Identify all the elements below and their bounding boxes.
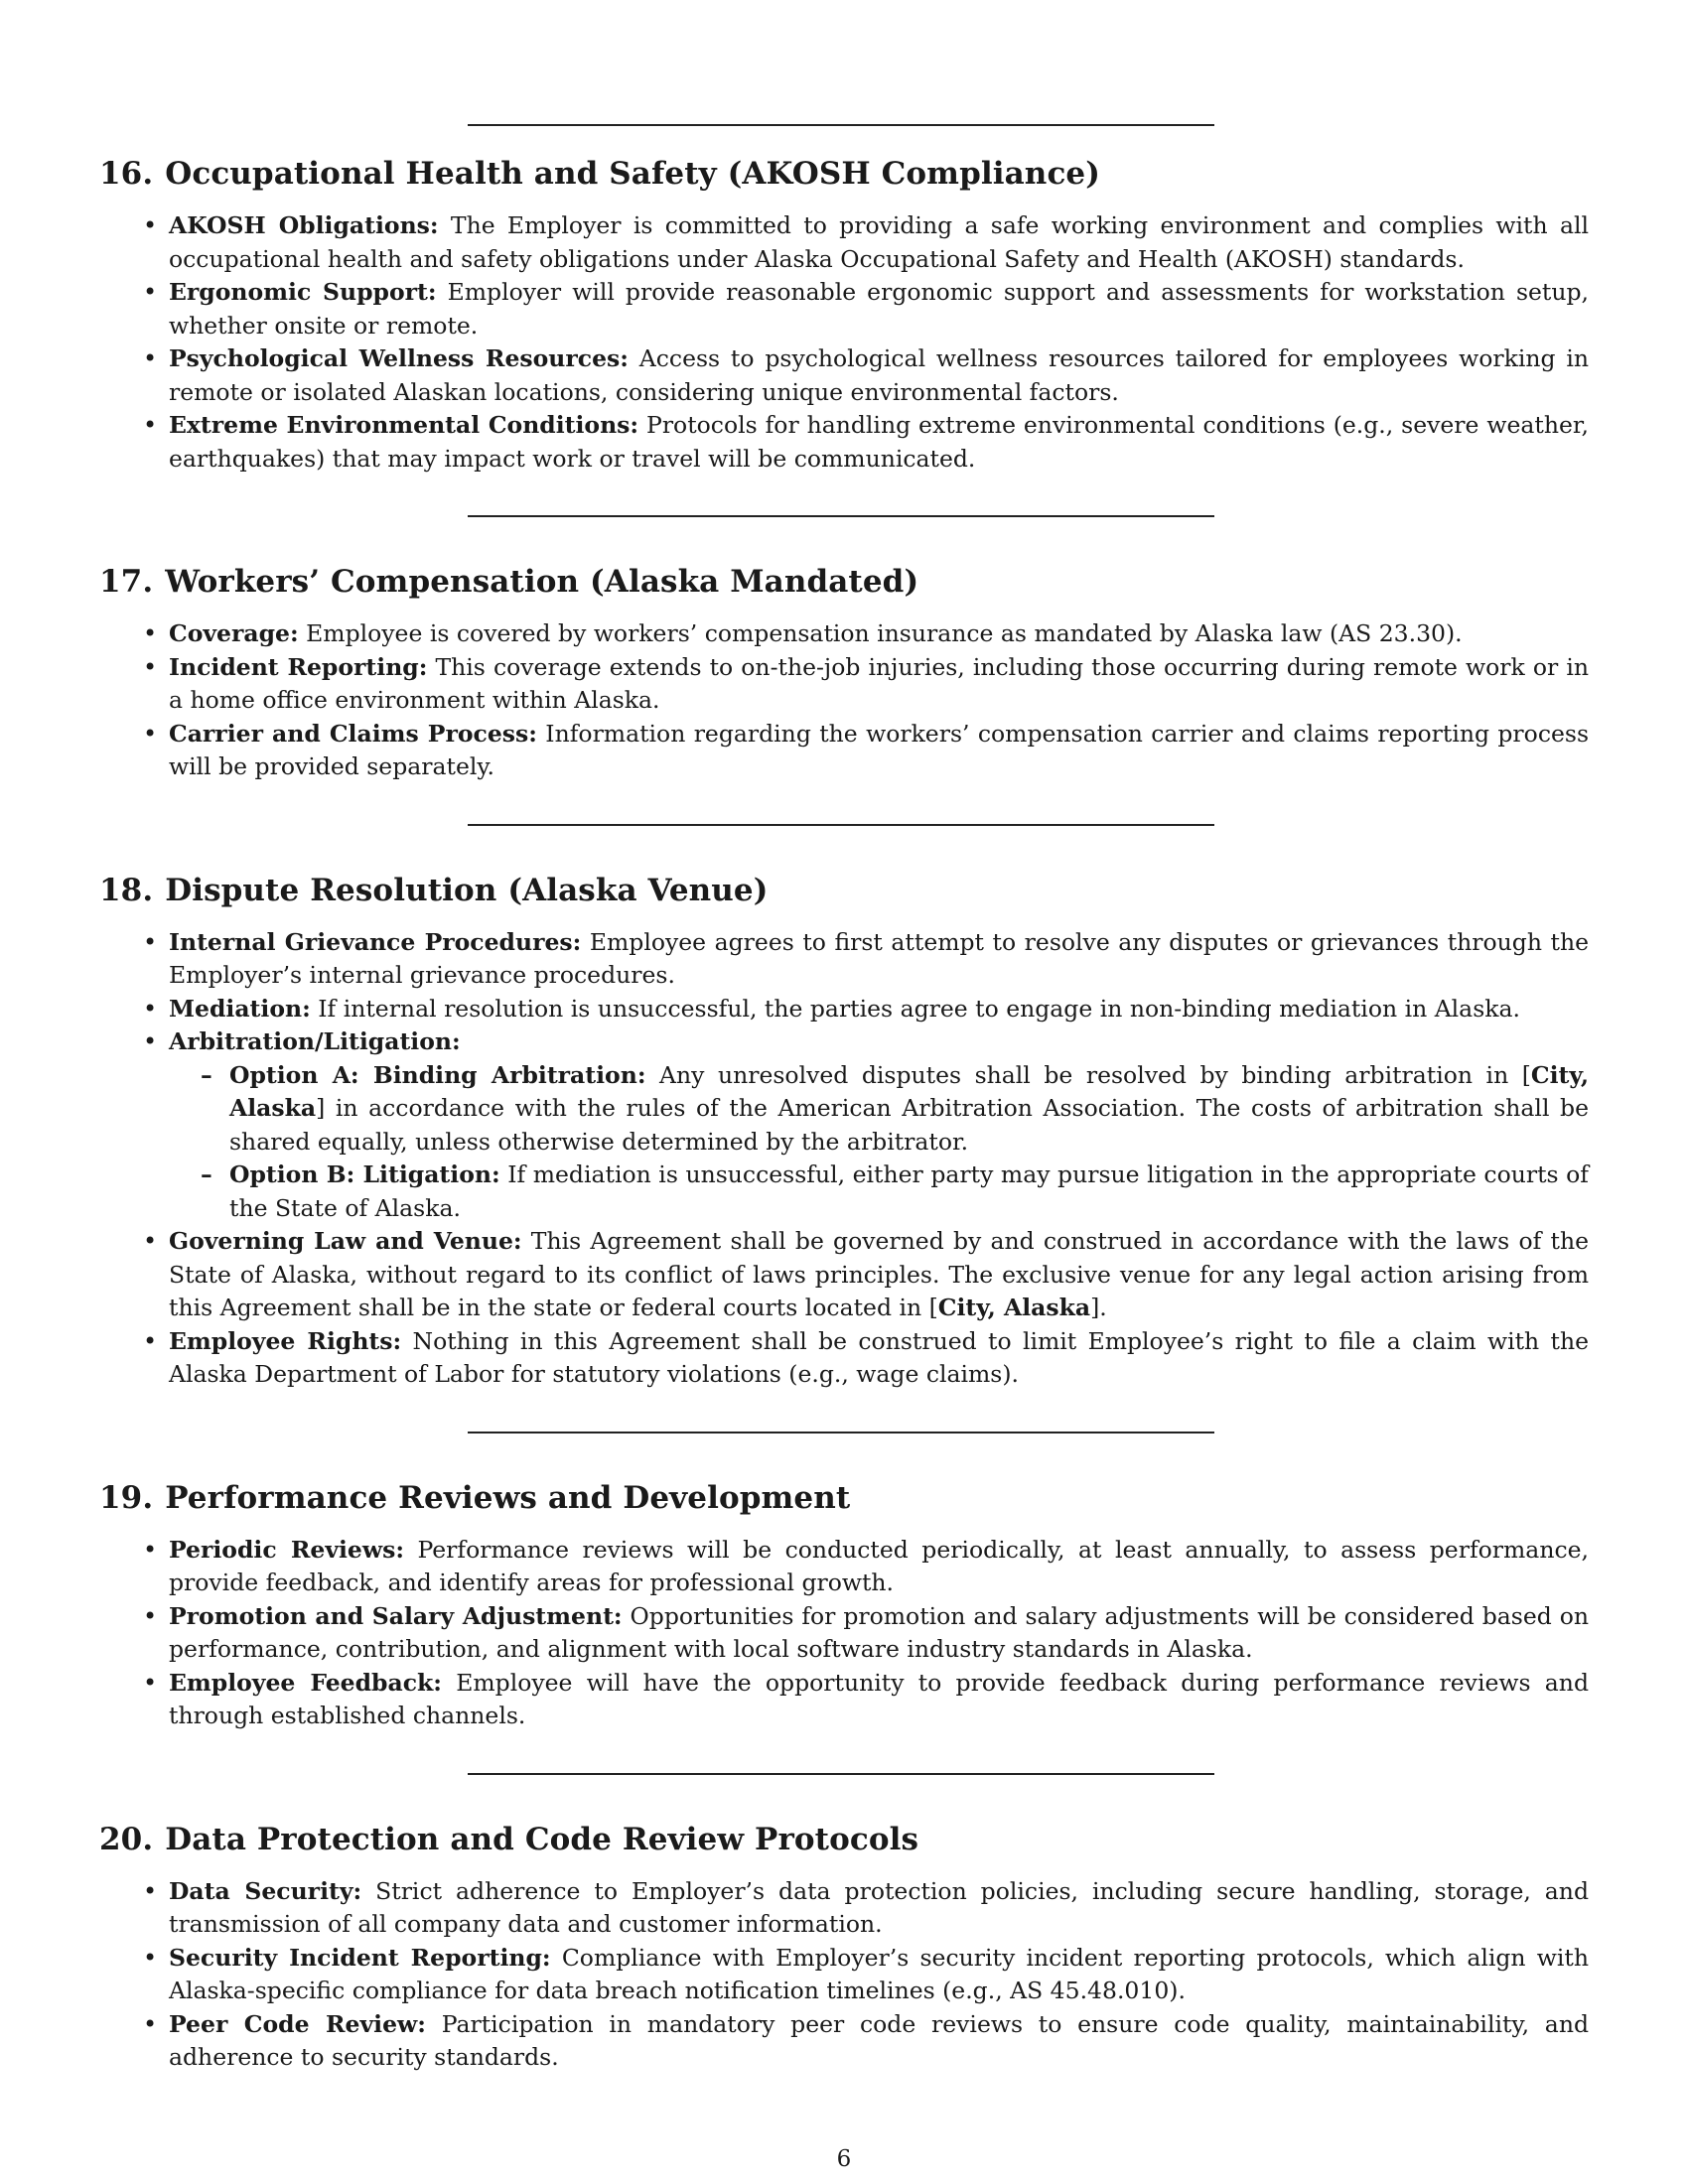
item-text: Access to psychological wellness resources tailored for employees working in remote or isolated Alaskan locations, considering unique environmental factors.: [169, 344, 1589, 406]
item-term: AKOSH Obligations:: [169, 211, 439, 239]
item-term: Mediation:: [169, 994, 311, 1023]
section-title: Dispute Resolution (Alaska Venue): [165, 872, 769, 908]
item-text: Employee is covered by workers’ compensation insurance as mandated by Alaska law (AS 23.30).: [298, 619, 1463, 647]
bullet-list: [99, 1875, 1589, 2075]
item-term: Option A: Binding Arbitration:: [229, 1060, 646, 1089]
item-text: Employee agrees to first attempt to resolve any disputes or grievances through the Employer’s internal grievance procedures.: [169, 927, 1589, 989]
section-18: [99, 873, 1589, 1392]
item-term: Ergonomic Support:: [169, 278, 437, 306]
item-term: Promotion and Salary Adjustment:: [169, 1601, 623, 1630]
item-text: Any unresolved disputes shall be resolved by binding arbitration in [: [645, 1060, 1531, 1089]
list-item: [169, 617, 1589, 651]
item-term: Periodic Reviews:: [169, 1535, 405, 1564]
item-term: Carrier and Claims Process:: [169, 719, 537, 748]
item-text: If mediation is unsuccessful, either party may pursue litigation in the appropriate courts of the State of Alaska.: [229, 1160, 1590, 1222]
section-number: 18.: [99, 872, 154, 908]
section-17: [99, 564, 1589, 784]
section-title: Performance Reviews and Development: [165, 1479, 851, 1516]
list-item: [169, 926, 1589, 993]
bullet-list: [99, 209, 1589, 476]
item-text: Protocols for handling extreme environmental conditions (e.g., severe weather, earthquakes) that may impact work or travel will be communicated.: [169, 411, 1589, 473]
list-item: [169, 1875, 1589, 1942]
item-text: Nothing in this Agreement shall be construed to limit Employee’s right to file a claim with the Alaska Department of Labor for statutory violations (e.g., wage claims).: [169, 1326, 1589, 1388]
section-divider: [468, 124, 1214, 126]
item-term: Incident Reporting:: [169, 652, 428, 681]
item-term: Employee Rights:: [169, 1326, 402, 1355]
section-heading: [99, 1822, 1589, 1857]
item-term: Security Incident Reporting:: [169, 1943, 551, 1972]
list-item: [169, 1942, 1589, 2008]
list-item: [169, 1667, 1589, 1733]
list-item: [169, 342, 1589, 409]
list-item: [169, 276, 1589, 342]
list-item: [169, 1534, 1589, 1600]
section-divider: [468, 824, 1214, 826]
item-term: Extreme Environmental Conditions:: [169, 411, 639, 439]
list-item: [169, 1325, 1589, 1392]
section-divider: [468, 1773, 1214, 1775]
item-term: Data Security:: [169, 1876, 362, 1905]
item-text: Employer will provide reasonable ergonomic support and assessments for workstation setup, whether onsite or remote.: [169, 278, 1590, 340]
sub-list-item: [229, 1159, 1589, 1225]
section-title: Occupational Health and Safety (AKOSH Compliance): [165, 156, 1101, 192]
list-item: [169, 409, 1589, 476]
section-divider: [468, 515, 1214, 517]
item-bold-text: City, Alaska: [229, 1060, 1589, 1122]
item-text: ] in accordance with the rules of the American Arbitration Association. The costs of arbitration shall be shared equally, unless otherwise determined by the arbitrator.: [229, 1094, 1589, 1156]
section-number: 20.: [99, 1821, 154, 1857]
item-text: If internal resolution is unsuccessful, the parties agree to engage in non-binding mediation in Alaska.: [310, 994, 1520, 1023]
section-title: Data Protection and Code Review Protocols: [165, 1821, 919, 1857]
section-20: [99, 1822, 1589, 2075]
item-text: Employee will have the opportunity to provide feedback during performance reviews and through established channels.: [169, 1668, 1589, 1729]
item-text: Participation in mandatory peer code reviews to ensure code quality, maintainability, and adherence to security standards.: [169, 2009, 1589, 2071]
list-item: [169, 1600, 1589, 1667]
section-heading: [99, 873, 1589, 908]
item-bold-text: City, Alaska: [937, 1294, 1091, 1321]
item-text: Performance reviews will be conducted periodically, at least annually, to assess performance, provide feedback, and identify areas for professional growth.: [169, 1535, 1589, 1596]
list-item: [169, 651, 1589, 718]
list-item: [169, 2008, 1589, 2075]
document-page: [99, 60, 1589, 2075]
list-item: [169, 1025, 1589, 1225]
item-term: Peer Code Review:: [169, 2009, 426, 2038]
sub-list: [169, 1059, 1589, 1226]
section-16: [99, 156, 1589, 476]
sub-list-item: [229, 1059, 1589, 1160]
item-text: This coverage extends to on-the-job injuries, including those occurring during remote work or in a home office environment within Alaska.: [169, 652, 1589, 714]
list-item: [169, 718, 1589, 784]
section-heading: [99, 1480, 1589, 1516]
list-item: [169, 993, 1589, 1026]
page-number: 6: [836, 2146, 852, 2172]
item-term: Governing Law and Venue:: [169, 1227, 522, 1255]
list-item: [169, 1225, 1589, 1325]
bullet-list: [99, 1534, 1589, 1733]
section-number: 19.: [99, 1479, 154, 1516]
bullet-list: [99, 926, 1589, 1392]
section-19: [99, 1480, 1589, 1733]
item-term: Option B: Litigation:: [229, 1160, 500, 1188]
item-text: Information regarding the workers’ compensation carrier and claims reporting process will be provided separately.: [169, 719, 1590, 780]
section-divider: [468, 1432, 1214, 1433]
item-term: Coverage:: [169, 619, 299, 647]
item-text: Strict adherence to Employer’s data protection policies, including secure handling, storage, and transmission of all company data and customer information.: [169, 1876, 1589, 1938]
section-number: 17.: [99, 564, 154, 600]
item-text: This Agreement shall be governed by and construed in accordance with the laws of the State of Alaska, without regard to its conflict of laws principles. The exclusive venue for any legal action arising from this Agreement shall be in the state or federal courts located in [: [169, 1227, 1590, 1321]
item-text: Opportunities for promotion and salary adjustments will be considered based on performance, contribution, and alignment with local software industry standards in Alaska.: [169, 1601, 1589, 1663]
item-term: Internal Grievance Procedures:: [169, 927, 582, 956]
section-title: Workers’ Compensation (Alaska Mandated): [165, 564, 919, 600]
item-text: The Employer is committed to providing a safe working environment and complies with all occupational health and safety obligations under Alaska Occupational Safety and Health (AKOSH) standards.: [169, 211, 1590, 273]
bullet-list: [99, 617, 1589, 784]
section-heading: [99, 156, 1589, 192]
section-heading: [99, 564, 1589, 600]
item-text: ].: [1090, 1294, 1107, 1321]
list-item: [169, 209, 1589, 276]
item-term: Employee Feedback:: [169, 1668, 442, 1697]
item-term: Arbitration/Litigation:: [169, 1027, 461, 1055]
item-term: Psychological Wellness Resources:: [169, 344, 629, 372]
section-number: 16.: [99, 156, 154, 192]
item-text: Compliance with Employer’s security incident reporting protocols, which align with Alaska-specific compliance for data breach notification timelines (e.g., AS 45.48.010).: [169, 1943, 1589, 2004]
